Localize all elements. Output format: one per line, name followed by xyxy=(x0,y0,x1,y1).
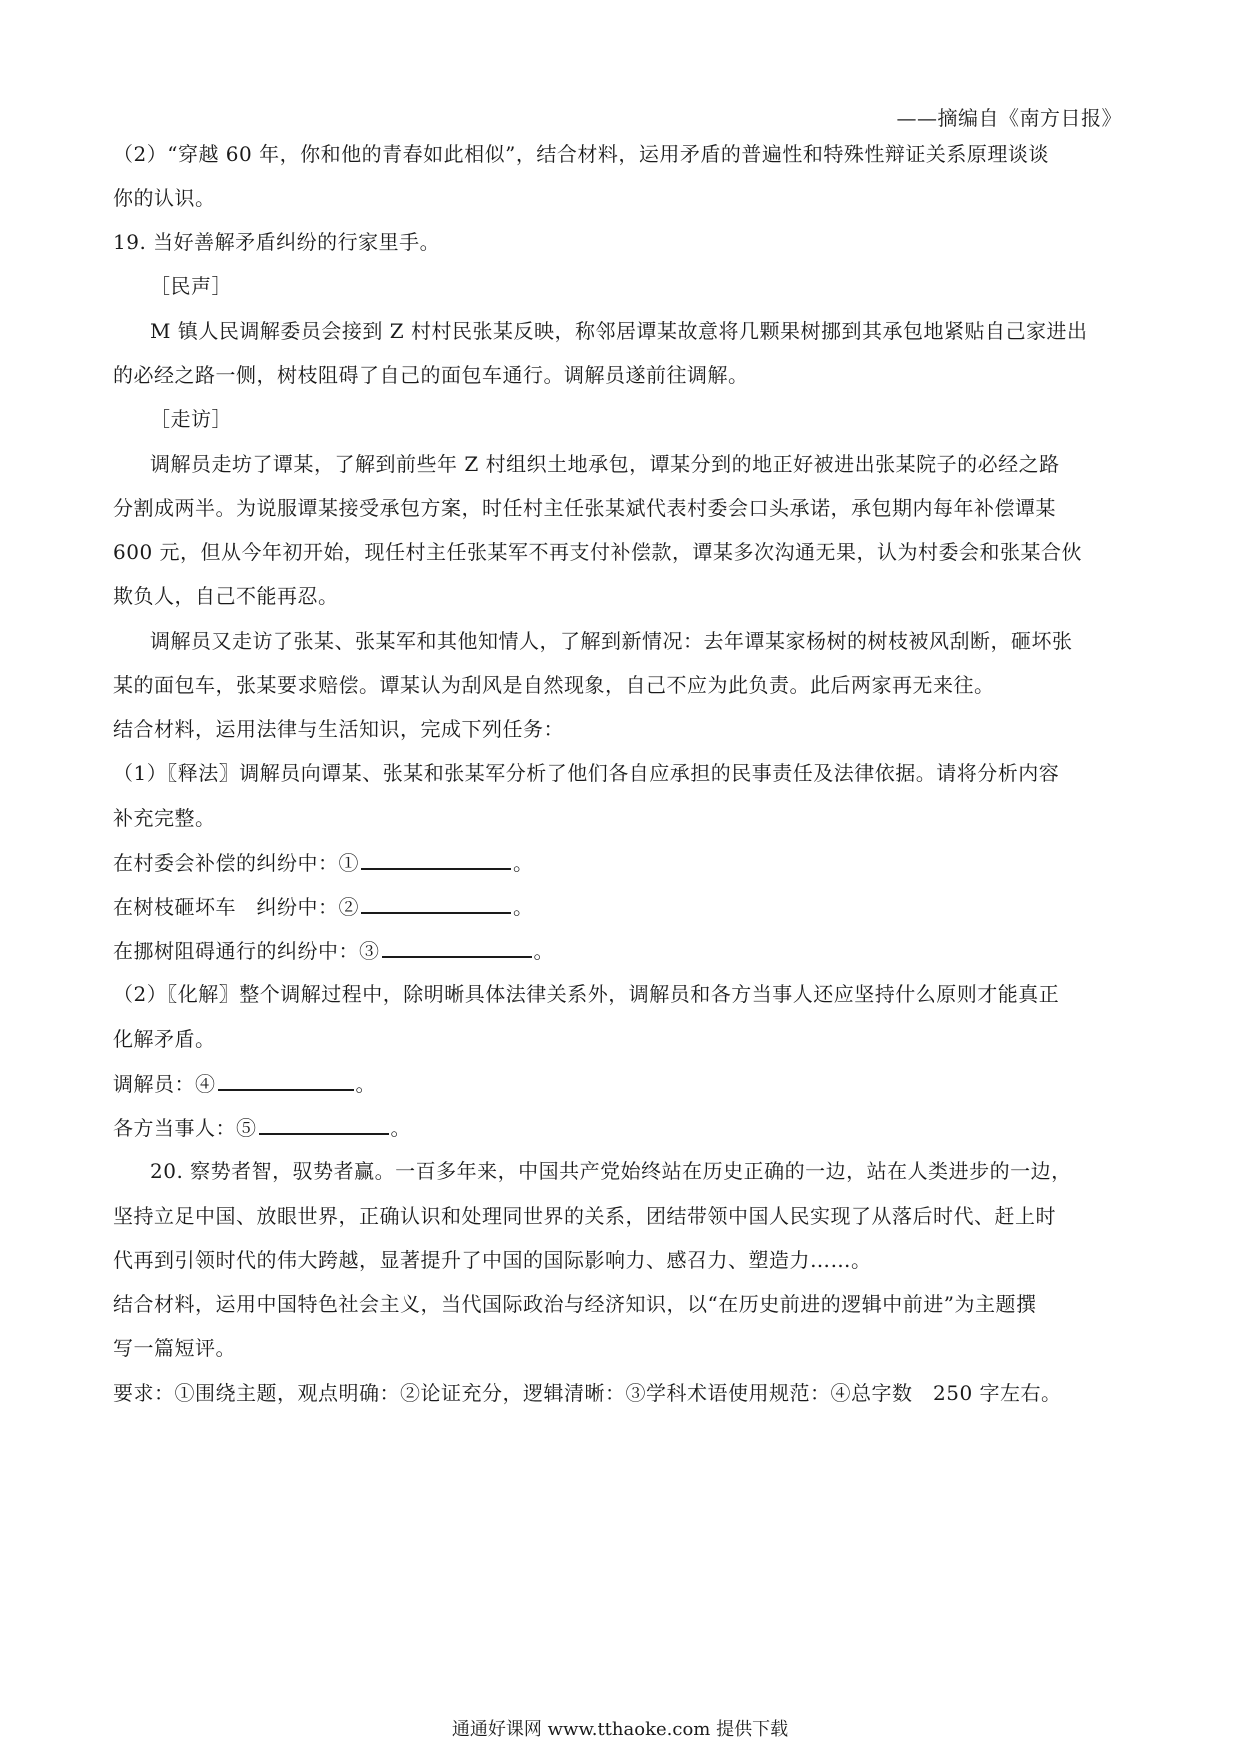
fill-item-5 xyxy=(113,1113,411,1142)
fill-item-4-period: 。 xyxy=(355,1072,376,1096)
q20-line-2: 坚持立足中国、放眼世界，正确认识和处理同世界的关系，团结带领中国人民实现了从落后时代、赶上时 xyxy=(113,1204,1056,1228)
fill-item-1-period: 。 xyxy=(513,851,534,875)
answer-blank-1[interactable] xyxy=(361,848,511,870)
q18-part2-line-2: 你的认识。 xyxy=(113,186,216,210)
q19-section-voice: ［民声］ xyxy=(150,274,232,298)
answer-blank-2[interactable] xyxy=(361,892,511,914)
q20-line-5: 写一篇短评。 xyxy=(113,1336,236,1360)
fill-item-5-period: 。 xyxy=(390,1116,411,1140)
q18-part2-line-1: （2）“穿越 60 年，你和他的青春如此相似”，结合材料，运用矛盾的普遍性和特殊性辩证关系原理谈谈 xyxy=(113,142,1049,166)
q20-line-4: 结合材料，运用中国特色社会主义，当代国际政治与经济知识，以“在历史前进的逻辑中前进”为主题撰 xyxy=(113,1292,1037,1316)
q19-voice-line-1: M 镇人民调解委员会接到 Z 村村民张某反映，称邻居谭某故意将几颗果树挪到其承包地紧贴自己家进出 xyxy=(150,319,1088,343)
q19-visit-p2-line-1: 调解员又走访了张某、张某军和其他知情人，了解到新情况：去年谭某家杨树的树枝被风刮断，砸坏张 xyxy=(150,629,1073,653)
fill-item-2 xyxy=(113,892,534,921)
q19-section-visit: ［走访］ xyxy=(150,407,232,431)
q19-visit-p1-line-1: 调解员走坊了谭某，了解到前些年 Z 村组织土地承包，谭某分到的地正好被进出张某院子的必经之路 xyxy=(150,452,1060,476)
answer-blank-5[interactable] xyxy=(259,1113,389,1135)
q19-visit-p1-line-4: 欺负人，自己不能再忍。 xyxy=(113,584,339,608)
fill-item-4 xyxy=(113,1069,376,1098)
q19-task-intro: 结合材料，运用法律与生活知识，完成下列任务： xyxy=(113,717,564,741)
q19-voice-line-2: 的必经之路一侧，树枝阻碍了自己的面包车通行。调解员遂前往调解。 xyxy=(113,363,749,387)
q19-part1-line-2: 补充完整。 xyxy=(113,806,216,830)
source-attribution: ——摘编自《南方日报》 xyxy=(896,106,1122,130)
q19-visit-p1-line-3: 600 元，但从今年初开始，现任村主任张某军不再支付补偿款，谭某多次沟通无果，认为村委会和张某合伙 xyxy=(113,540,1083,564)
q20-requirements: 要求：①围绕主题，观点明确：②论证充分，逻辑清晰：③学科术语使用规范：④总字数 250 字左右。 xyxy=(113,1381,1062,1405)
fill-item-1-label: 在村委会补偿的纠纷中：① xyxy=(113,851,359,875)
fill-item-3-label: 在挪树阻碍通行的纠纷中：③ xyxy=(113,939,380,963)
q20-line-1: 20. 察势者智，驭势者赢。一百多年来，中国共产党始终站在历史正确的一边，站在人类进步的一边， xyxy=(150,1159,1072,1183)
fill-item-2-label: 在树枝砸坏车 纠纷中：② xyxy=(113,895,359,919)
q19-part2-line-1: （2）〖化解〗整个调解过程中，除明晰具体法律关系外，调解员和各方当事人还应坚持什么原则才能真正 xyxy=(113,982,1060,1006)
q19-title: 19. 当好善解矛盾纠纷的行家里手。 xyxy=(113,230,441,254)
q19-visit-p2-line-2: 某的面包车，张某要求赔偿。谭某认为刮风是自然现象，自己不应为此负责。此后两家再无来往。 xyxy=(113,673,995,697)
fill-item-1 xyxy=(113,848,534,877)
answer-blank-4[interactable] xyxy=(218,1069,354,1091)
page-footer: 通通好课网 www.tthaoke.com 提供下载 xyxy=(451,1719,789,1740)
answer-blank-3[interactable] xyxy=(382,936,532,958)
fill-item-2-period: 。 xyxy=(513,895,534,919)
q19-part1-line-1: （1）〖释法〗调解员向谭某、张某和张某军分析了他们各自应承担的民事责任及法律依据。请将分析内容 xyxy=(113,761,1060,785)
q20-line-3: 代再到引领时代的伟大跨越，显著提升了中国的国际影响力、感召力、塑造力……。 xyxy=(113,1248,872,1272)
fill-item-3 xyxy=(113,936,554,965)
q19-visit-p1-line-2: 分割成两半。为说服谭某接受承包方案，时任村主任张某斌代表村委会口头承诺，承包期内每年补偿谭某 xyxy=(113,496,1056,520)
fill-item-4-label: 调解员：④ xyxy=(113,1072,216,1096)
fill-item-5-label: 各方当事人：⑤ xyxy=(113,1116,257,1140)
q19-part2-line-2: 化解矛盾。 xyxy=(113,1027,216,1051)
fill-item-3-period: 。 xyxy=(533,939,554,963)
